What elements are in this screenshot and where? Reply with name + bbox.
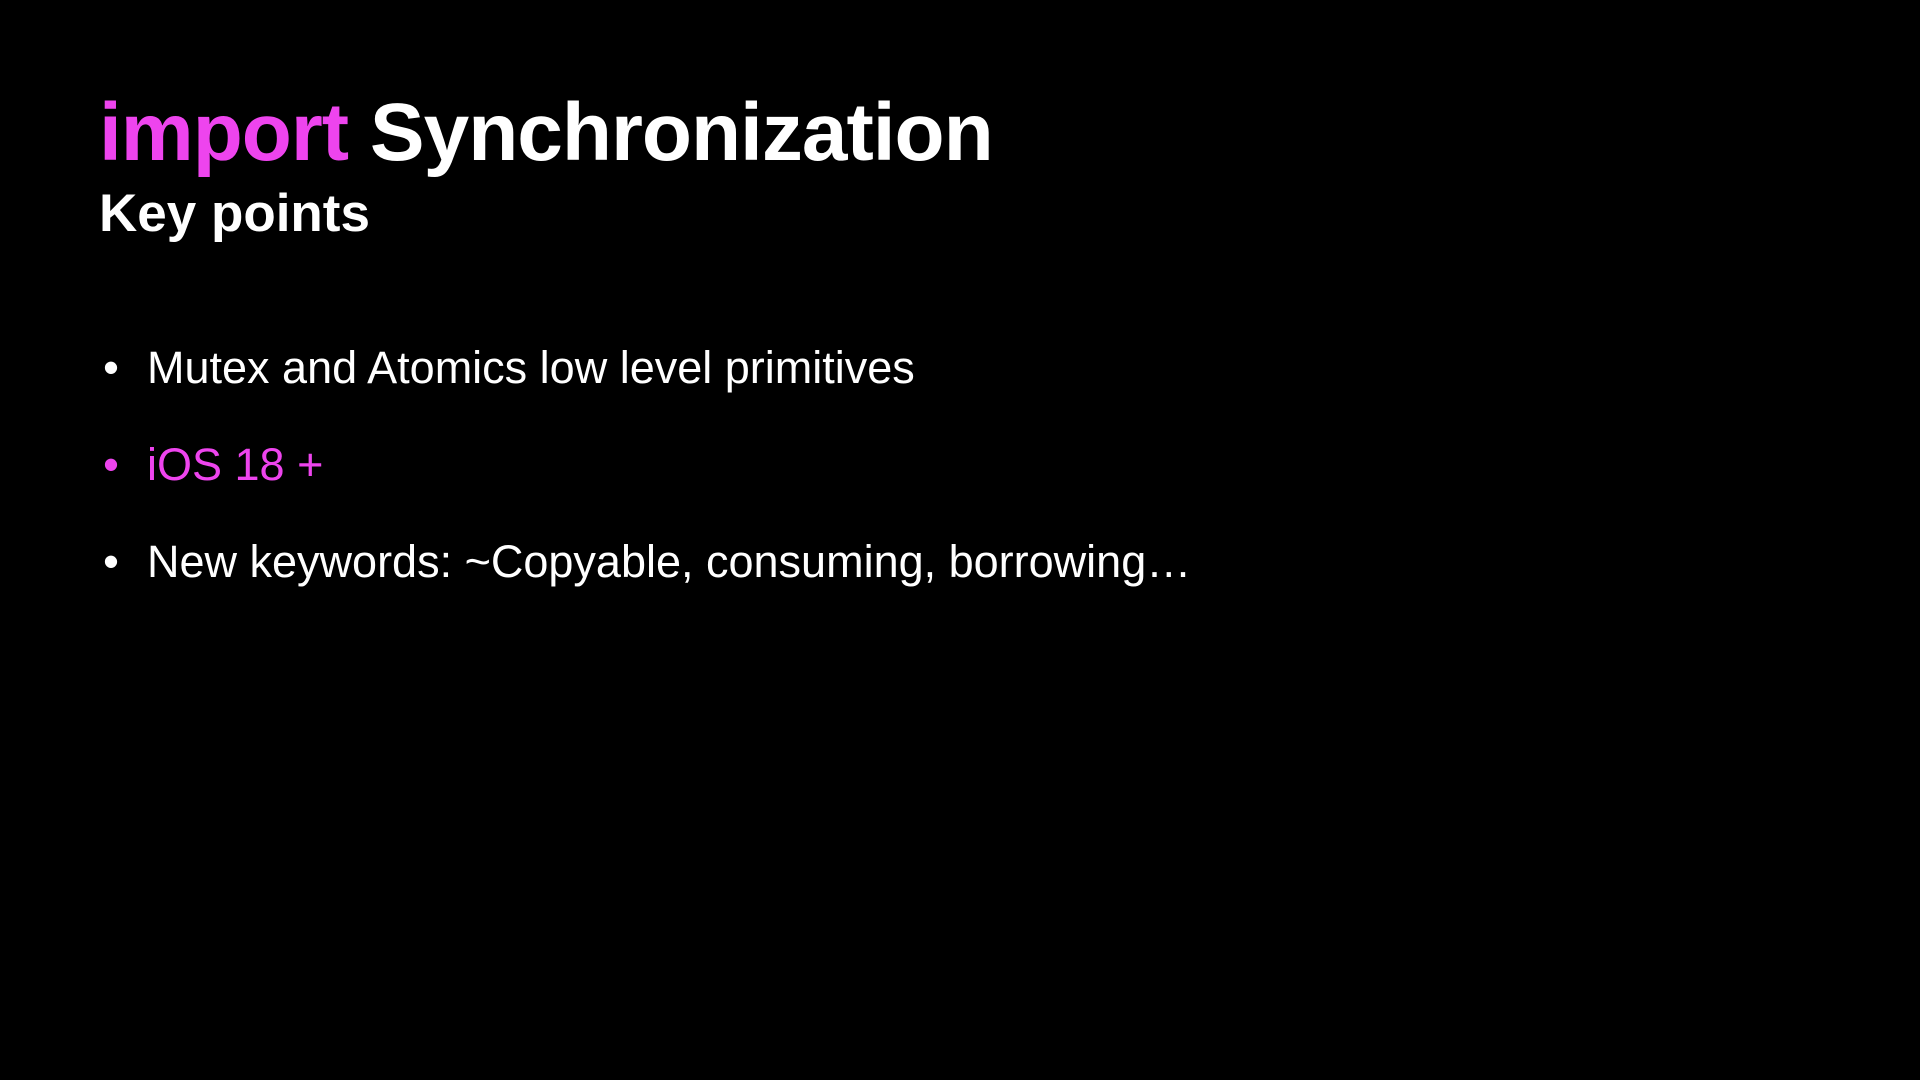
bullet-text: Mutex and Atomics low level primitives (147, 342, 915, 393)
slide-title (99, 82, 993, 184)
bullet-item (99, 338, 1191, 435)
bullet-item (99, 532, 1191, 629)
bullet-dot-icon: • (103, 536, 119, 587)
title-keyword: import (99, 87, 349, 178)
bullet-dot-icon: • (103, 342, 119, 393)
bullet-text: iOS 18 + (147, 439, 324, 490)
slide-subtitle: Key points (99, 184, 370, 243)
title-module: Synchronization (369, 87, 993, 178)
bullet-list (99, 338, 1191, 629)
bullet-dot-icon: • (103, 439, 119, 490)
bullet-text: New keywords: ~Copyable, consuming, borrowing… (147, 536, 1192, 587)
bullet-item (99, 435, 1191, 532)
